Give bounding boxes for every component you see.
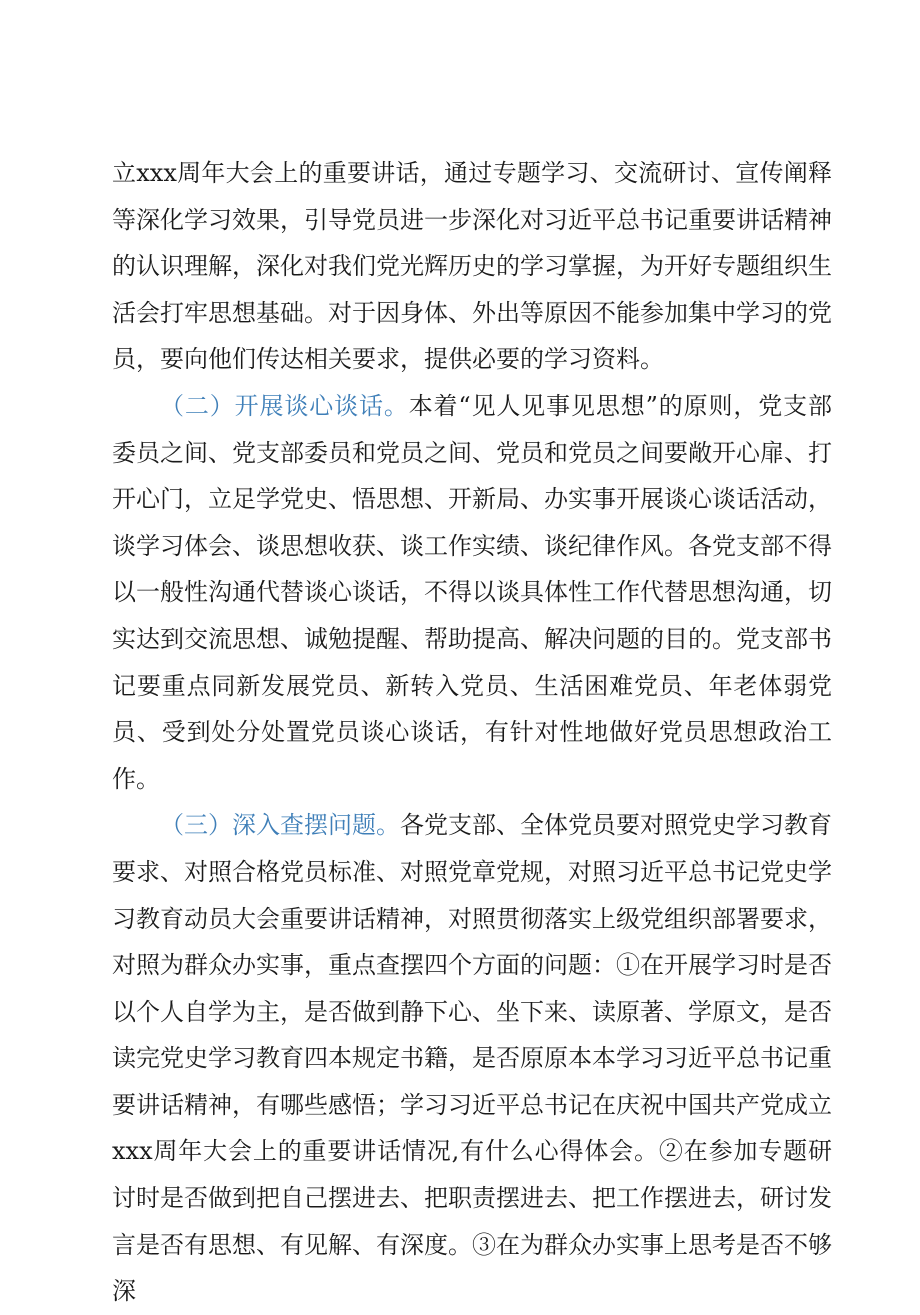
paragraph-text: 本着“见人见事见思想”的原则，党支部委员之间、党支部委员和党员之间、党员和党员之间要敞开心扉、打开心门，立足学党史、悟思想、开新局、办实事开展谈心谈话活动，谈学习体会、谈思想收获、谈工作实绩、谈纪律作风。各党支部不得以一般性沟通代替谈心谈话，不得以谈具体性工作代替思想沟通，切实达到交流思想、诚勉提醒、帮助提高、解决问题的目的。党支部书记要重点同新发展党员、新转入党员、生活困难党员、年老体弱党员、受到处分处置党员谈心谈话，有针对性地做好党员思想政治工作。 (112, 391, 832, 793)
paragraph-text: 各党支部、全体党员要对照党史学习教育要求、对照合格党员标准、对照党章党规，对照习近平总书记党史学习教育动员大会重要讲话精神，对照贯彻落实上级党组织部署要求，对照为群众办实事，重点查摆四个方面的问题：①在开展学习时是否以个人自学为主，是否做到静下心、坐下来、读原著、学原文，是否读完党史学习教育四本规定书籍，是否原原本本学习习近平总书记重要讲话精神，有哪些感悟；学习习近平总书记在庆祝中国共产党成立xxx周年大会上的重要讲话情况,有什么心得体会。②在参加专题研讨时是否做到把自己摆进去、把职责摆进去、把工作摆进去，研讨发言是否有思想、有见解、有深度。③在为群众办实事上思考是否不够深 (112, 811, 832, 1306)
document-body (112, 150, 832, 1315)
paragraph-section-2 (112, 383, 832, 802)
paragraph-text: 立xxx周年大会上的重要讲话，通过专题学习、交流研讨、宣传阐释等深化学习效果，引导党员进一步深化对习近平总书记重要讲话精神的认识理解，深化对我们党光辉历史的学习掌握，为开好专题组织生活会打牢思想基础。对于因身体、外出等原因不能参加集中学习的党员，要向他们传达相关要求，提供必要的学习资料。 (112, 159, 832, 374)
paragraph-continuation (112, 150, 832, 383)
paragraph-section-3 (112, 802, 832, 1315)
section-heading: （二）开展谈心谈话。 (160, 391, 409, 420)
section-heading: （三）深入查摆问题。 (160, 811, 400, 840)
